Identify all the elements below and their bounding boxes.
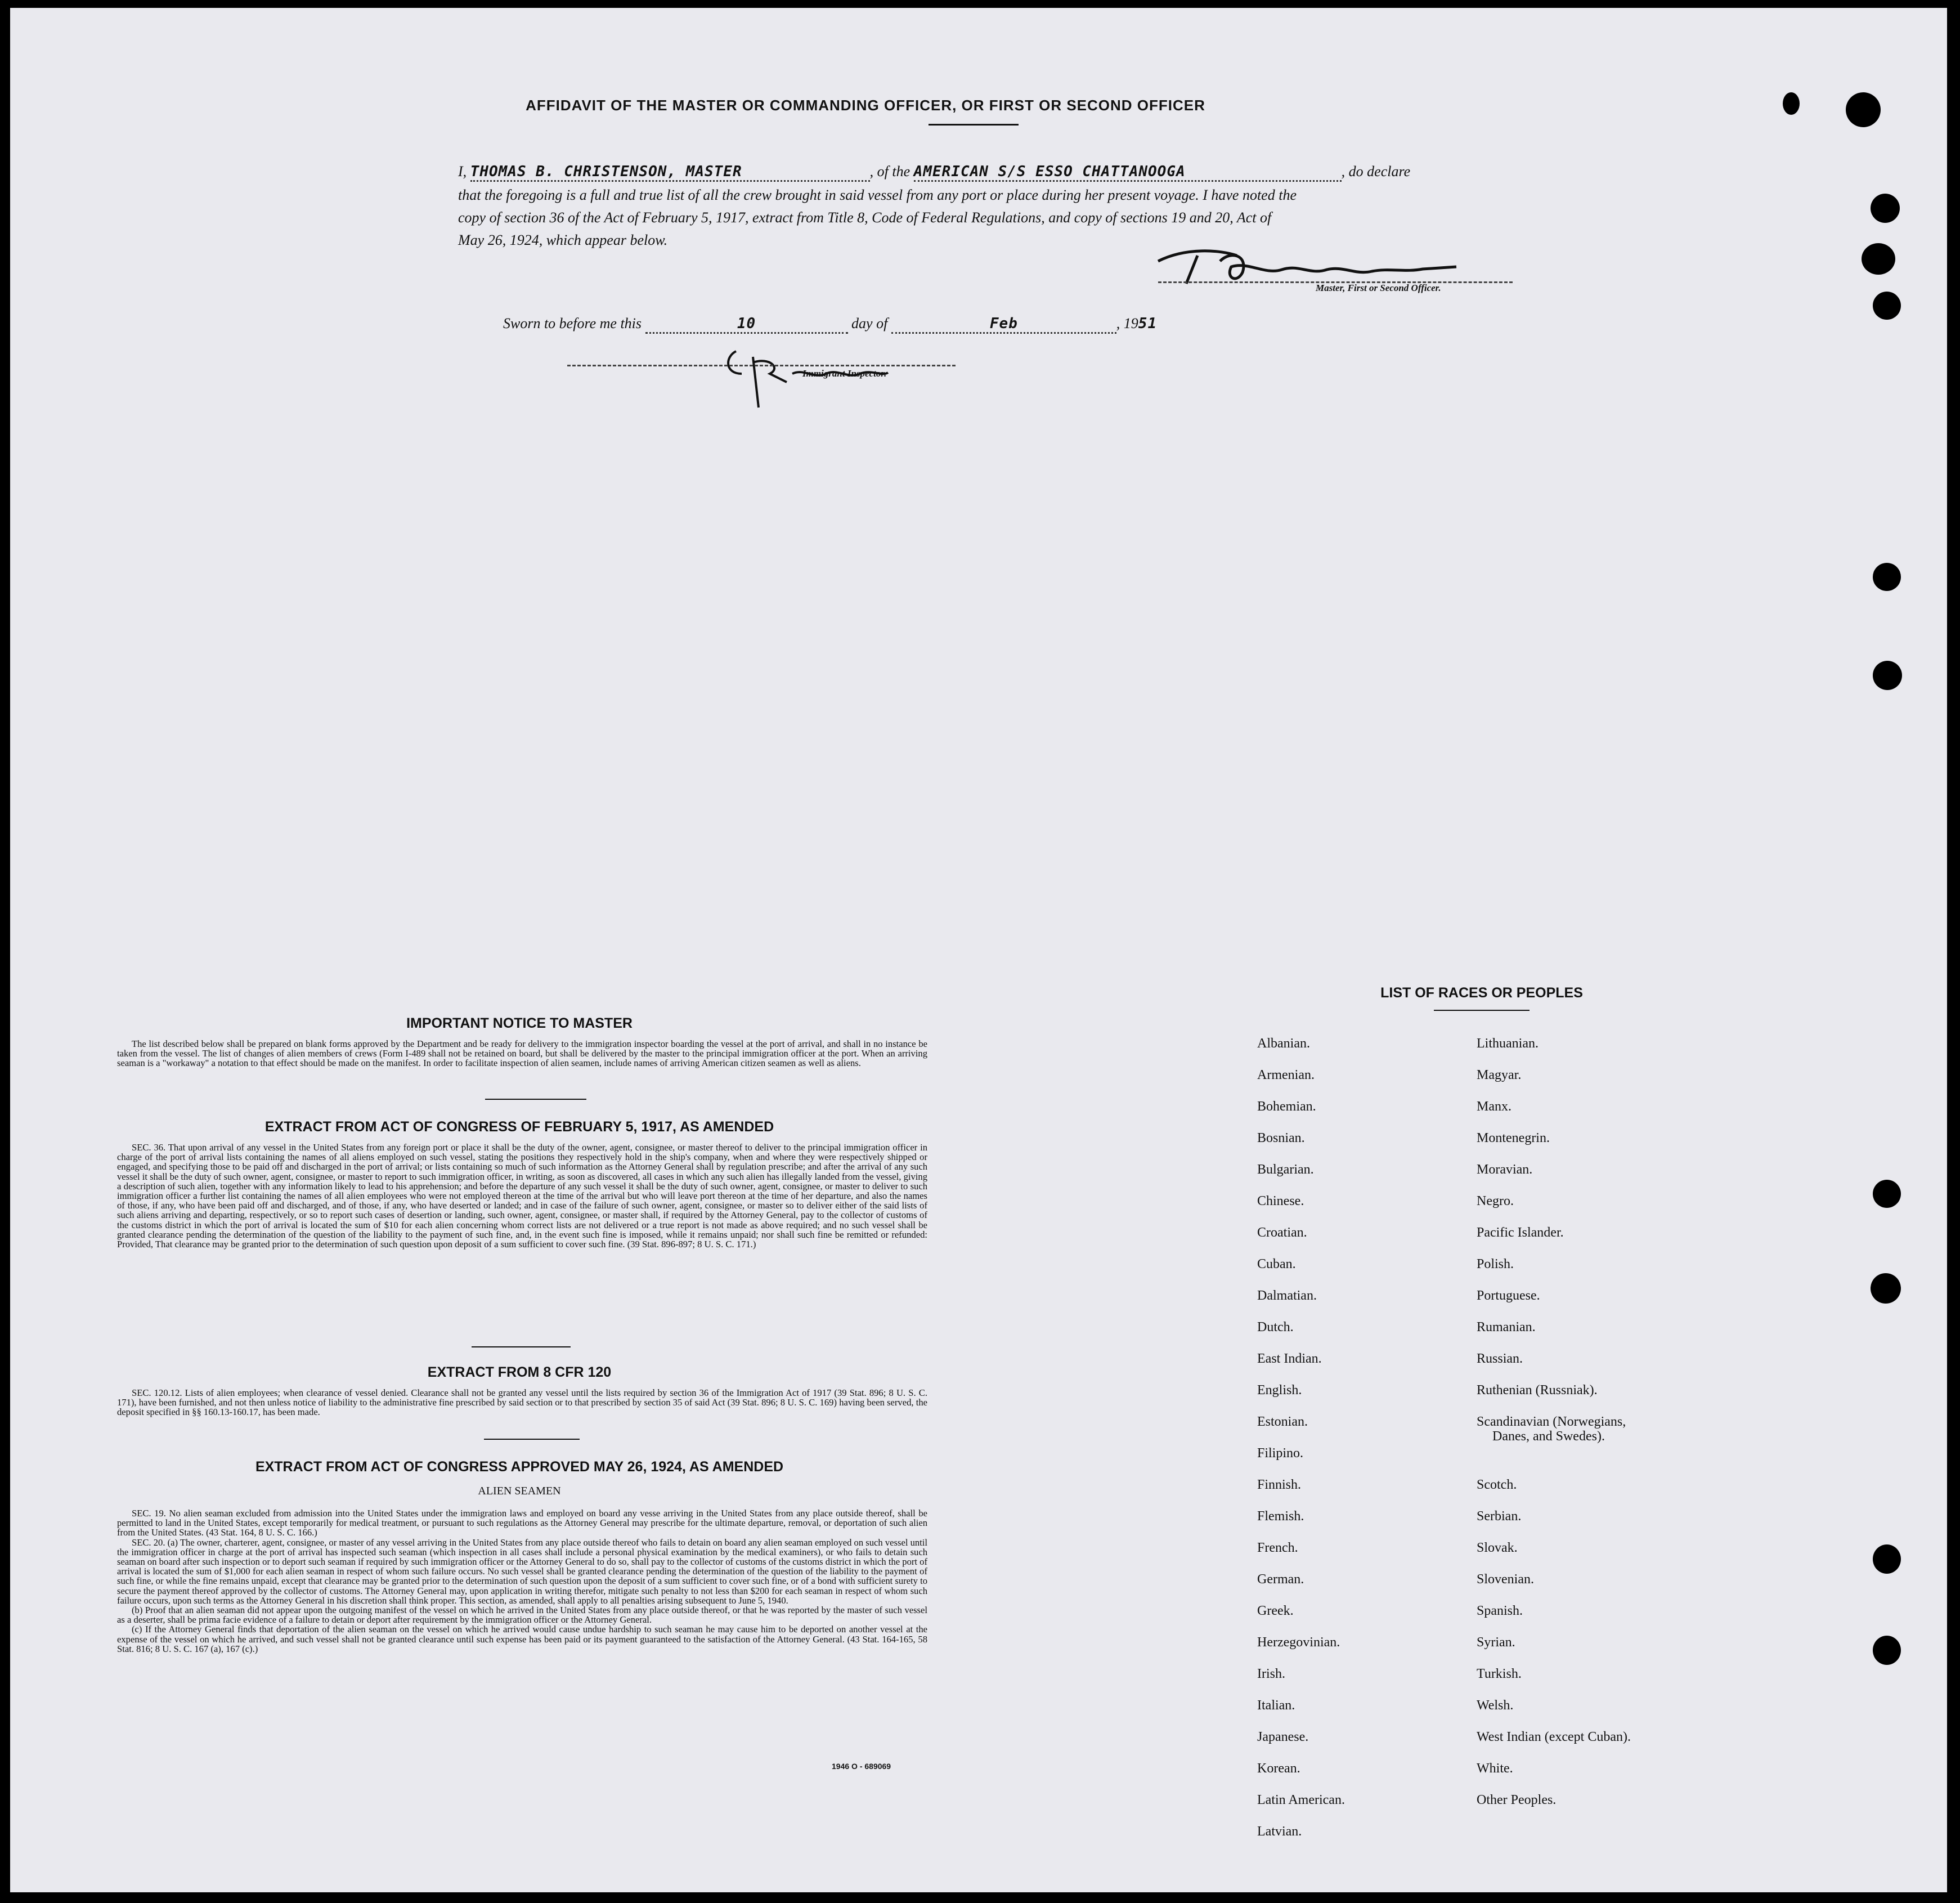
signature-caption: Master, First or Second Officer. (1316, 283, 1441, 293)
inspector-caption: Immigrant Inspector. (802, 368, 887, 379)
extract-cfr-paragraph: SEC. 120.12. Lists of alien employees; when clearance of vessel denied. Clearance shall not be granted any vessel until the lists required by section 36 of the Immigration Act of 1917 (39 Stat. 896; 8 U. S. C. 171), have been furnished, and not then unless notice of liability to the administrative fine prescribed by said section or to that prescribed by section 35 of said Act (39 Stat. 896; 8 U. S. C. 169) having been served, the deposit specified in §§ 160.13-160.17, has been made. (117, 1387, 927, 1418)
punch-hole (1873, 563, 1901, 591)
race-item: Dutch. (1257, 1320, 1294, 1335)
race-item: Danes, and Swedes). (1492, 1429, 1605, 1444)
races-title: LIST OF RACES OR PEOPLES (1380, 985, 1583, 1001)
master-name-field: THOMAS B. CHRISTENSON, MASTER (470, 163, 870, 182)
inspector-line (567, 365, 956, 366)
race-item: Rumanian. (1477, 1320, 1536, 1335)
race-item: Welsh. (1477, 1698, 1514, 1713)
punch-hole (1873, 1180, 1901, 1208)
race-item: Filipino. (1257, 1446, 1304, 1461)
race-item: Syrian. (1477, 1635, 1515, 1650)
race-item: Russian. (1477, 1351, 1523, 1366)
extract-1924-text (117, 1508, 927, 1654)
extract-1917-rule (472, 1346, 571, 1347)
race-item: Latvian. (1257, 1824, 1302, 1839)
race-item: Bosnian. (1257, 1131, 1305, 1145)
punch-hole (1873, 1544, 1901, 1574)
race-item: Bohemian. (1257, 1099, 1316, 1114)
race-item: Albanian. (1257, 1036, 1310, 1051)
affidavit-title: AFFIDAVIT OF THE MASTER OR COMMANDING OFFICER, OR FIRST OR SECOND OFFICER (526, 97, 1205, 114)
race-item: Irish. (1257, 1667, 1285, 1681)
race-item: Scandinavian (Norwegians, (1477, 1414, 1626, 1429)
extract-1917-heading: EXTRACT FROM ACT OF CONGRESS OF FEBRUARY 5, 1917, AS AMENDED (264, 1119, 774, 1135)
punch-hole (1873, 1636, 1901, 1665)
race-item: Chinese. (1257, 1194, 1304, 1208)
race-item: Portuguese. (1477, 1288, 1540, 1303)
punch-hole (1862, 243, 1895, 275)
race-item: Slovenian. (1477, 1572, 1534, 1587)
race-item: Armenian. (1257, 1068, 1315, 1082)
punch-hole (1783, 92, 1800, 115)
sworn-line (503, 315, 1157, 334)
race-item: Latin American. (1257, 1793, 1345, 1807)
race-item: Bulgarian. (1257, 1162, 1314, 1177)
race-item: Manx. (1477, 1099, 1512, 1114)
extract-1917-paragraph: SEC. 36. That upon arrival of any vessel in the United States from any foreign port or place it shall be the duty of the owner, agent, consignee, or master thereof to deliver to the principal immigration officer in charge of the port of arrival lists containing the names of all aliens employed on such vessel, stating the positions they respectively hold in the ship's company, when and where they were respectively shipped or engaged, and specifying those to be paid off and discharged in the port of arrival; or lists containing so much of such information as the Attorney General shall by regulation prescribe; and after the arrival of any such vessel it shall be the duty of such owner, agent, consignee, or master to report to such immigration officer, in writing, as soon as discovered, all cases in which any such alien has illegally landed from the vessel, giving a description of such alien, together with any information likely to lead to his apprehension; and before the departure of any such vessel it shall be the duty of such owner, agent, consignee, or master to deliver to such immigration officer a further list containing the names of all alien employees who were not employed thereon at the time of the arrival but who will leave port thereon at the time of her departure, and also the names of those, if any, who have been paid off and discharged, and of those, if any, who have deserted or landed; and in case of the failure of such owner, agent, consignee, or master so to deliver either of the said lists of such aliens arriving and departing, respectively, or so to report such cases of desertion or landing, such owner, agent, consignee, or master shall, if required by the Attorney General, pay to the collector of customs of the customs district in which the port of arrival is located the sum of $10 for each alien concerning whom correct lists are not delivered or a true report is not made as above required; and no such vessel shall be granted clearance pending the determination of the question of the liability to the payment of such fine, and, in the event such fine is imposed, while it remains unpaid; nor shall such fine be remitted or refunded: Provided, That clearance may be granted prior to the determination of such question upon deposit of a sum sufficient to cover such fine. (39 Stat. 896-897; 8 U. S. C. 171.) (117, 1142, 927, 1250)
race-item: Polish. (1477, 1257, 1514, 1271)
punch-hole (1873, 292, 1901, 320)
sec-20b-paragraph: (b) Proof that an alien seaman did not appear upon the outgoing manifest of the vessel on which he arrived in the United States from any place outside thereof, or that he was reported by the master of such vessel as a deserter, shall be prima facie evidence of a failure to detain or deport after requirement by the immigration officer or the Attorney General. (117, 1605, 927, 1626)
race-item: Scotch. (1477, 1477, 1517, 1492)
notice-text (117, 1039, 927, 1068)
punch-hole (1873, 661, 1902, 690)
title-rule (929, 124, 1019, 126)
race-item: West Indian (except Cuban). (1477, 1730, 1631, 1744)
race-item: Croatian. (1257, 1225, 1307, 1240)
race-item: Serbian. (1477, 1509, 1522, 1524)
do-declare-text: , do declare (1341, 163, 1411, 180)
race-item: White. (1477, 1761, 1513, 1776)
sworn-year-field: 51 (1138, 315, 1158, 332)
vessel-name-field: AMERICAN S/S ESSO CHATTANOOGA (914, 163, 1342, 182)
race-item: Other Peoples. (1477, 1793, 1557, 1807)
race-item: Magyar. (1477, 1068, 1522, 1082)
race-item: East Indian. (1257, 1351, 1322, 1366)
race-item: Cuban. (1257, 1257, 1296, 1271)
line1-prefix: I, (458, 163, 467, 180)
affidavit-line-4: May 26, 1924, which appear below. (458, 232, 668, 248)
extract-cfr-heading: EXTRACT FROM 8 CFR 120 (427, 1364, 612, 1380)
sworn-prefix: Sworn to before me this (503, 315, 642, 332)
sworn-day-field: 10 (645, 315, 848, 334)
extract-cfr-rule (484, 1439, 580, 1440)
race-item: Greek. (1257, 1604, 1294, 1618)
year-prefix: , 19 (1116, 315, 1138, 332)
extract-1924-heading: EXTRACT FROM ACT OF CONGRESS APPROVED MAY 26, 1924, AS AMENDED (255, 1459, 784, 1475)
sworn-month-field: Feb (891, 315, 1116, 334)
affidavit-line-3: copy of section 36 of the Act of February 5, 1917, extract from Title 8, Code of Federal Regulations, and copy of sections 19 and 20, Act of (458, 209, 1272, 226)
race-item: Lithuanian. (1477, 1036, 1539, 1051)
sec-19-paragraph: SEC. 19. No alien seaman excluded from admission into the United States under the immigration laws and employed on board any vesse arriving in the United States from any place outside thereof, shall be permitted to land in the United States, except temporarily for medical treatment, or pursuant to such regulations as the Attorney General may prescribe for the ultimate departure, removal, or deportation of such alien from the United States. (43 Stat. 164, 8 U. S. C. 166.) (117, 1508, 927, 1538)
race-item: Finnish. (1257, 1477, 1302, 1492)
race-item: Flemish. (1257, 1509, 1304, 1524)
race-item: Turkish. (1477, 1667, 1522, 1681)
race-item: English. (1257, 1383, 1302, 1398)
race-item: Korean. (1257, 1761, 1300, 1776)
sec-20a-paragraph: SEC. 20. (a) The owner, charterer, agent, consignee, or master of any vessel arriving in the United States from any place outside thereof who fails to detain on board any alien seaman employed on such vessel until the immigration officer in charge at the port of arrival has inspected such seaman (which inspection in all cases shall include a personal physical examination by the medical examiners), or who fails to detain such seaman on board after such inspection or to deport such seaman if required by such immigration officer or the Attorney General to do so, shall pay to the collector of customs of the customs district in which the port of arrival is located the sum of $1,000 for each alien seaman in respect of whom such failure occurs. No such vessel shall be granted clearance pending the determination of the question of the liability to the payment of such fine, or while the fine remains unpaid, except that clearance may be granted prior to the determination of such question upon the deposit of a sum sufficient to cover such fine, or of a bond with sufficient surety to secure the payment thereof approved by the collector of customs. The Attorney General may, upon application in writing therefor, mitigate such penalty to not less than $200 for each seaman in respect of whom such failure occurs, upon such terms as the Attorney General in his discretion shall think proper. This section, as amended, shall apply to all penalties arising subsequent to June 5, 1940. (117, 1537, 927, 1606)
race-item: Moravian. (1477, 1162, 1533, 1177)
race-item: Negro. (1477, 1194, 1514, 1208)
punch-hole (1846, 92, 1881, 127)
affidavit-line-2: that the foregoing is a full and true list of all the crew brought in said vessel from any port or place during her present voyage. I have noted the (458, 187, 1297, 203)
notice-heading: IMPORTANT NOTICE TO MASTER (406, 1015, 633, 1031)
day-of-text: day of (851, 315, 888, 332)
extract-1917-text (117, 1143, 927, 1249)
notice-rule (485, 1099, 586, 1100)
races-right-column (1477, 1037, 1631, 1825)
race-item: Slovak. (1477, 1541, 1518, 1555)
races-title-rule (1434, 1010, 1530, 1011)
of-the-text: , of the (869, 163, 911, 180)
race-item: Japanese. (1257, 1730, 1309, 1744)
document-page (10, 8, 1947, 1892)
sec-20c-paragraph: (c) If the Attorney General finds that deportation of the alien seaman on the vessel on which he arrived would cause undue hardship to such seaman he may cause him to be deported on another vessel at the expense of the vessel on which he arrived, and such vessel shall not be granted clearance until such expense has been paid or its payment guaranteed to the satisfaction of the Attorney General. (43 Stat. 164-165, 58 Stat. 816; 8 U. S. C. 167 (a), 167 (c).) (117, 1624, 927, 1654)
race-item: French. (1257, 1541, 1298, 1555)
extract-cfr-text (117, 1388, 927, 1417)
race-item: Montenegrin. (1477, 1131, 1550, 1145)
races-left-column (1257, 1037, 1345, 1856)
print-code: 1946 O - 689069 (832, 1762, 891, 1771)
race-item: Estonian. (1257, 1414, 1308, 1429)
race-item: Herzegovinian. (1257, 1635, 1340, 1650)
race-item: Pacific Islander. (1477, 1225, 1564, 1240)
punch-hole (1871, 194, 1900, 223)
affidavit-line-1 (458, 163, 1410, 182)
race-item: Spanish. (1477, 1604, 1523, 1618)
alien-seamen-subheading: ALIEN SEAMEN (478, 1485, 561, 1497)
race-item: Italian. (1257, 1698, 1295, 1713)
race-item: Ruthenian (Russniak). (1477, 1383, 1598, 1398)
punch-hole (1871, 1273, 1901, 1304)
race-item: German. (1257, 1572, 1304, 1587)
race-item: Dalmatian. (1257, 1288, 1317, 1303)
notice-paragraph: The list described below shall be prepared on blank forms approved by the Department and be ready for delivery to the immigration inspector boarding the vessel at the port of arrival, and shall in no instance be taken from the vessel. The list of changes of alien members of crews (Form I-489 shall not be retained on board, but shall be delivered by the master to the principal immigration officer at the port. When an arriving seaman is a "workaway" a notation to that effect should be made on the manifest. In order to facilitate inspection of alien seamen, include names of arriving American citizen seamen as well as aliens. (117, 1038, 927, 1069)
